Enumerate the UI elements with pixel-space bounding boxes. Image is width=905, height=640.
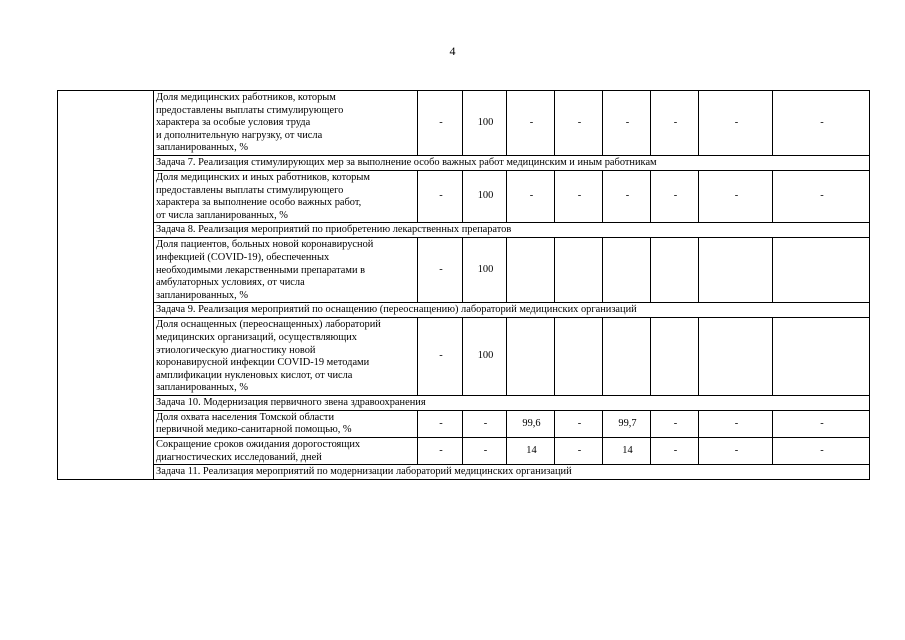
value-cell: 100 (463, 91, 507, 156)
value-cell: - (418, 238, 463, 303)
value-cell (603, 238, 651, 303)
description-line: характера за особые условия труда (156, 117, 311, 129)
value-cell: - (418, 438, 463, 465)
program-cell (58, 91, 154, 480)
description-line: Доля охвата населения Томской области (156, 411, 335, 423)
value-cell: - (463, 410, 507, 437)
value-cell: - (603, 170, 651, 222)
description-line: Доля медицинских работников, которым (156, 92, 336, 103)
description-line: коронавирусной инфекции COVID-19 методами (156, 357, 370, 369)
indicator-row (58, 170, 870, 222)
value-cell: 99,6 (507, 410, 555, 437)
value-cell: - (603, 91, 651, 156)
value-cell (651, 318, 699, 396)
task-title: Задача 9. Реализация мероприятий по оснащению (переоснащению) лабораторий медицинских организаций (154, 303, 870, 318)
value-cell: - (651, 438, 699, 465)
task-title: Задача 11. Реализация мероприятий по модернизации лабораторий медицинских организаций (154, 465, 870, 480)
value-cell (699, 238, 773, 303)
value-cell: - (463, 438, 507, 465)
value-cell: 14 (603, 438, 651, 465)
task-row (58, 465, 870, 480)
value-cell: - (418, 91, 463, 156)
value-cell: 100 (463, 318, 507, 396)
description-line: этиологическую диагностику новой (156, 344, 316, 356)
value-cell: - (699, 438, 773, 465)
value-cell: - (507, 170, 555, 222)
task-title: Задача 7. Реализация стимулирующих мер за выполнение особо важных работ медицинским и иным работникам (154, 155, 870, 170)
value-cell: - (699, 410, 773, 437)
value-cell: - (699, 91, 773, 156)
value-cell: - (699, 170, 773, 222)
indicator-description (154, 170, 418, 222)
value-cell: - (651, 170, 699, 222)
value-cell (555, 318, 603, 396)
value-cell: - (418, 318, 463, 396)
value-cell (699, 318, 773, 396)
description-line: предоставлены выплаты стимулирующего (156, 104, 344, 116)
indicator-description (154, 438, 418, 465)
value-cell: - (773, 91, 870, 156)
value-cell: - (773, 410, 870, 437)
task-row (58, 303, 870, 318)
value-cell: 99,7 (603, 410, 651, 437)
value-cell: - (555, 91, 603, 156)
value-cell: - (555, 410, 603, 437)
value-cell (555, 238, 603, 303)
value-cell: - (418, 170, 463, 222)
indicator-description (154, 238, 418, 303)
value-cell (507, 318, 555, 396)
value-cell: 100 (463, 170, 507, 222)
description-line: предоставлены выплаты стимулирующего (156, 184, 344, 196)
indicator-row (58, 91, 870, 156)
value-cell: 14 (507, 438, 555, 465)
indicator-row (58, 238, 870, 303)
value-cell: - (418, 410, 463, 437)
description-line: характера за выполнение особо важных работ, (156, 197, 362, 209)
task-row (58, 395, 870, 410)
description-line: Доля оснащенных (переоснащенных) лабораторий (156, 319, 381, 331)
task-row (58, 155, 870, 170)
indicator-row (58, 318, 870, 396)
description-line: запланированных, % (156, 142, 248, 154)
value-cell: - (651, 91, 699, 156)
value-cell (773, 318, 870, 396)
value-cell: - (773, 438, 870, 465)
page-number: 4 (449, 44, 456, 58)
description-line: диагностических исследований, дней (156, 451, 322, 463)
description-line: необходимыми лекарственными препаратами в (156, 264, 366, 276)
value-cell: - (773, 170, 870, 222)
description-line: медицинских организаций, осуществляющих (156, 331, 357, 343)
indicator-description (154, 318, 418, 396)
description-line: запланированных, % (156, 289, 248, 301)
description-line: запланированных, % (156, 382, 248, 394)
description-line: Доля медицинских и иных работников, которым (156, 171, 370, 183)
indicator-description (154, 410, 418, 437)
table-body (58, 91, 870, 480)
task-title: Задача 8. Реализация мероприятий по приобретению лекарственных препаратов (154, 223, 870, 238)
task-row (58, 223, 870, 238)
value-cell (507, 238, 555, 303)
description-line: от числа запланированных, % (156, 209, 288, 221)
indicator-description (154, 91, 418, 156)
value-cell: - (651, 410, 699, 437)
value-cell: - (555, 438, 603, 465)
indicators-table (57, 90, 870, 480)
description-line: и дополнительную нагрузку, от числа (156, 129, 323, 141)
value-cell: - (555, 170, 603, 222)
description-line: инфекцией (COVID-19), обеспеченных (156, 251, 330, 263)
description-line: Доля пациентов, больных новой коронавирусной (156, 239, 374, 251)
value-cell: - (507, 91, 555, 156)
value-cell: 100 (463, 238, 507, 303)
description-line: первичной медико-санитарной помощью, % (156, 424, 352, 436)
description-line: Сокращение сроков ожидания дорогостоящих (156, 439, 361, 451)
value-cell (651, 238, 699, 303)
task-title: Задача 10. Модернизация первичного звена здравоохранения (154, 395, 870, 410)
value-cell (603, 318, 651, 396)
description-line: амбулаторных условиях, от числа (156, 277, 305, 289)
value-cell (773, 238, 870, 303)
indicator-row (58, 410, 870, 437)
description-line: амплификации нукленовых кислот, от числа (156, 369, 353, 381)
indicator-row (58, 438, 870, 465)
